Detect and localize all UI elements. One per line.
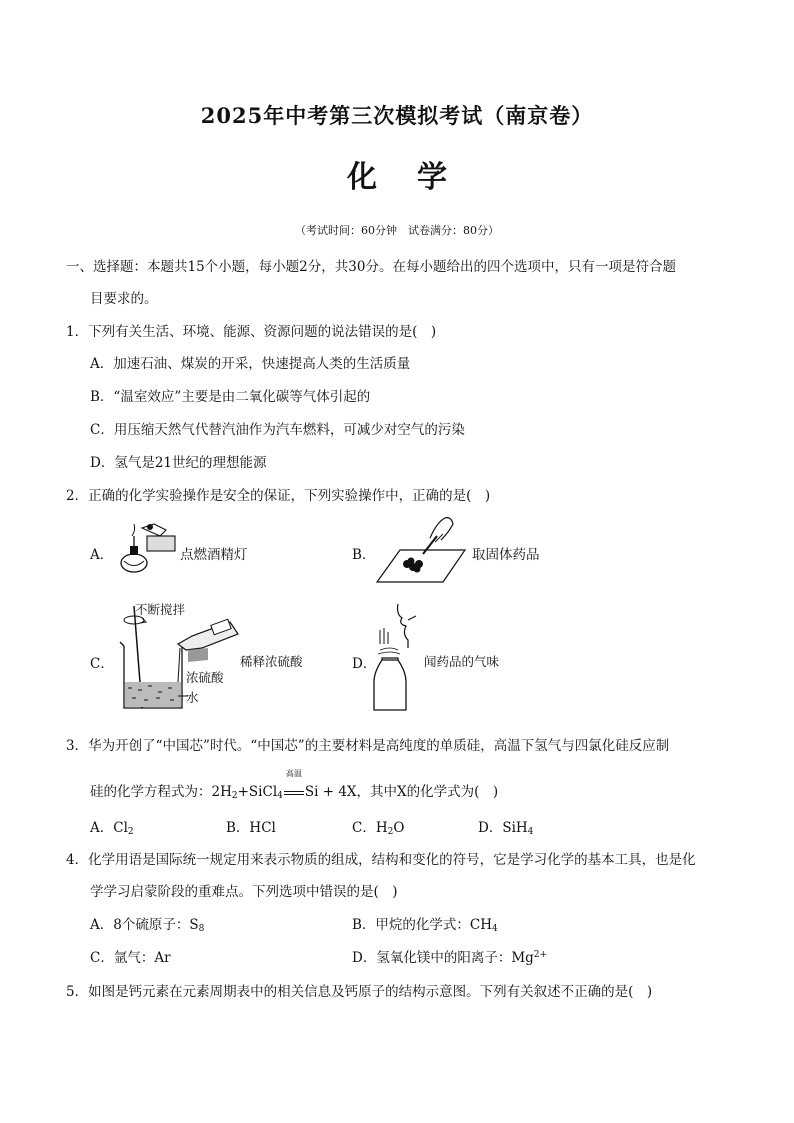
q2-option-d-label: 闻药品的气味	[424, 654, 500, 669]
q1-option-a: A．加速石油、煤炭的开采，快速提高人类的生活质量	[90, 356, 411, 372]
q3-option-d: D．SiH$_4$	[478, 820, 534, 837]
q2-option-c-label: 稀释浓硫酸	[240, 654, 303, 669]
q4-stem-line2: 学学习启蒙阶段的重难点。下列选项中错误的是( )	[90, 884, 398, 900]
q1-option-c: C．用压缩天然气代替汽油作为汽车燃料，可减少对空气的污染	[90, 422, 465, 438]
q4-stem-line1: 4．化学用语是国际统一规定用来表示物质的组成，结构和变化的符号，它是学习化学的基本工具，也是化	[66, 852, 696, 868]
water-leader-line	[178, 694, 192, 698]
section-heading-line2: 目要求的。	[90, 291, 158, 307]
q2-option-b-label: 取固体药品	[472, 547, 540, 563]
q2-option-d-letter: D．	[352, 656, 377, 672]
q3-equation: 硅的化学方程式为：$2H_2+SiCl_4$ 高温 Si + 4X，其中X的化学式为( )	[90, 769, 499, 801]
q2-stem: 2．正确的化学实验操作是安全的保证，下列实验操作中，正确的是( )	[66, 488, 491, 504]
q1-option-d: D．氢气是21世纪的理想能源	[90, 455, 267, 471]
q3-option-b: B．HCl	[226, 820, 276, 836]
q3-equation-pre: 硅的化学方程式为：2H	[90, 784, 232, 800]
solid-reagent-figure	[375, 512, 470, 584]
q5-stem: 5．如图是钙元素在元素周期表中的相关信息及钙原子的结构示意图。下列有关叙述不正确的是( )	[66, 984, 653, 1000]
q2-option-c-stir-label: 不断搅拌	[135, 602, 186, 617]
q4-option-d: D．氢氧化镁中的阳离子：$Mg^{2+}$	[352, 950, 548, 966]
alcohol-lamp-lighting-figure	[112, 518, 182, 578]
q2-option-a-letter: A．	[90, 547, 114, 563]
smelling-figure	[368, 600, 428, 712]
q3-option-a: A．$Cl_2$	[90, 820, 134, 837]
q1-stem: 1．下列有关生活、环境、能源、资源问题的说法错误的是( )	[66, 324, 437, 340]
q3-option-c: C．$H_2O$	[352, 820, 405, 837]
exam-meta: （考试时间：60分钟 试卷满分：80分）	[295, 224, 499, 237]
q3-equation-post: Si + 4X，其中X的化学式为( )	[304, 784, 499, 800]
q3-condition: 高温	[285, 769, 302, 778]
q2-option-c-acid-label: 浓硫酸	[186, 670, 224, 685]
q3-equation-reactant: +SiCl	[237, 784, 278, 800]
q2-option-c-water-label: 水	[186, 690, 199, 705]
q1-option-b: B．“温室效应”主要是由二氧化碳等气体引起的	[90, 389, 371, 405]
q2-option-a-label: 点燃酒精灯	[180, 547, 248, 563]
q4-option-c: C．氩气：Ar	[90, 950, 171, 966]
section-heading-line1: 一、选择题：本题共15个小题，每小题2分，共30分。在每小题给出的四个选项中，只有一项是符合题	[66, 259, 676, 275]
q3-stem-line1: 3．华为开创了“中国芯”时代。“中国芯”的主要材料是高纯度的单质硅，高温下氢气与四氯化硅反应制	[66, 738, 670, 754]
q2-option-b-letter: B．	[352, 547, 376, 563]
exam-title: 2025年中考第三次模拟考试（南京卷）	[200, 103, 594, 128]
subject-title: 化学	[347, 160, 487, 195]
q4-option-a: A．8个硫原子：$S_8$	[90, 917, 205, 934]
q2-option-c-letter: C．	[90, 656, 114, 672]
q4-option-b: B．甲烷的化学式：$CH_4$	[352, 917, 498, 934]
